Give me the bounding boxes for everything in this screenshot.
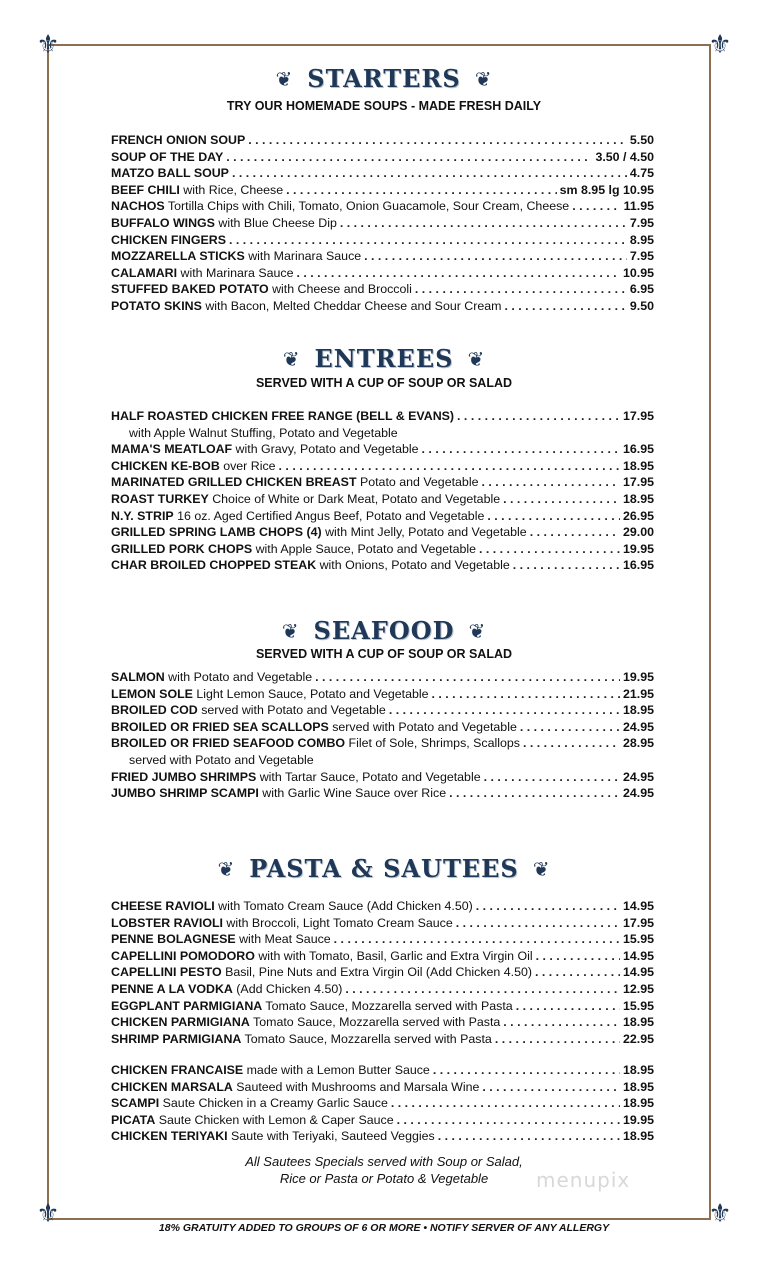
dot-leader [476, 898, 620, 915]
footer-note: 18% GRATUITY ADDED TO GROUPS OF 6 OR MORE • NOTIFY SERVER OF ANY ALLERGY [158, 1222, 610, 1234]
menu-item [111, 149, 654, 166]
menu-item [111, 669, 654, 686]
item-name: CALAMARI [111, 265, 178, 280]
item-price: 18.95 [622, 458, 654, 473]
item-description: with Potato and Vegetable [164, 670, 313, 684]
menu-item [111, 132, 654, 149]
dot-leader [389, 702, 620, 719]
menu-item [111, 524, 654, 541]
dot-leader [456, 915, 620, 932]
pasta-heading [0, 852, 768, 883]
item-name: CHEESE RAVIOLI [111, 899, 215, 913]
menu-item [111, 1095, 654, 1112]
dot-leader [422, 441, 620, 458]
menu-item [111, 948, 654, 965]
menu-item [111, 931, 654, 948]
menu-item [111, 735, 654, 752]
item-description: with Tomato Cream Sauce (Add Chicken 4.50) [214, 899, 473, 913]
item-description: Light Lemon Sauce, Potato and Vegetable [192, 686, 429, 701]
menu-item [111, 1112, 654, 1129]
swirl-icon: ❦ [281, 618, 300, 643]
item-description: with Marinara Sauce [244, 249, 362, 264]
menu-item [111, 474, 654, 491]
menu-item [111, 964, 654, 981]
pasta-list [111, 898, 654, 1047]
menu-item [111, 785, 654, 802]
item-description: with Bacon, Melted Cheddar Cheese and Sour Cream [201, 298, 502, 313]
item-description: with Cheese and Broccoli [268, 282, 412, 297]
dot-leader [432, 686, 620, 703]
item-name: CHICKEN TERIYAKI [111, 1129, 228, 1144]
item-description: with Blue Cheese Dip [214, 215, 337, 230]
menu-item [111, 508, 654, 525]
menu-item [111, 298, 654, 315]
item-name: FRIED JUMBO SHRIMPS [111, 769, 257, 784]
section-title: STARTERS [307, 64, 461, 93]
menu-item [111, 981, 654, 998]
fleur-de-lis-icon: ⚜ [36, 1199, 60, 1229]
item-price: 24.95 [622, 769, 654, 784]
seafood-list [111, 669, 654, 802]
item-description: Tortilla Chips with Chili, Tomato, Onion Guacamole, Sour Cream, Cheese [164, 199, 570, 214]
item-price: 15.95 [622, 998, 654, 1013]
item-price: 5.50 [629, 133, 654, 147]
starters-subtitle: TRY OUR HOMEMADE SOUPS - MADE FRESH DAILY [226, 99, 542, 113]
item-description: served with Potato and Vegetable [197, 703, 386, 718]
item-description: Tomato Sauce, Mozzarella served with Pasta [241, 1031, 492, 1046]
dot-leader [516, 998, 620, 1015]
item-name: PENNE A LA VODKA [111, 981, 233, 996]
item-description: with Tartar Sauce, Potato and Vegetable [256, 769, 481, 784]
menu-item [111, 541, 654, 558]
item-name: SHRIMP PARMIGIANA [111, 1031, 242, 1046]
item-description: Saute Chicken in a Creamy Garlic Sauce [159, 1096, 388, 1111]
section-title: ENTREES [314, 344, 454, 373]
item-price: 10.95 [622, 265, 654, 280]
sautees-note-line1: All Sautees Specials served with Soup or Salad, [245, 1154, 523, 1169]
menu-item [111, 686, 654, 703]
item-name: GRILLED PORK CHOPS [111, 541, 253, 556]
item-price: 11.95 [623, 199, 654, 214]
dot-leader [487, 508, 620, 525]
dot-leader [226, 149, 592, 166]
item-name: LOBSTER RAVIOLI [111, 915, 223, 930]
dot-leader [481, 474, 620, 491]
item-price: 7.95 [629, 215, 654, 230]
item-description: with Garlic Wine Sauce over Rice [258, 786, 447, 801]
dot-leader [457, 408, 620, 425]
dot-leader [523, 735, 620, 752]
menu-item [111, 265, 654, 282]
item-name: EGGPLANT PARMIGIANA [111, 998, 263, 1013]
item-price: 24.95 [622, 719, 654, 734]
item-price: 18.95 [622, 703, 654, 718]
item-description: with Rice, Cheese [179, 182, 284, 197]
menu-item [111, 408, 654, 425]
item-price: 14.95 [622, 948, 654, 963]
item-price: 29.00 [622, 525, 654, 540]
dot-leader [503, 491, 620, 508]
item-description: Filet of Sole, Shrimps, Scallops [345, 736, 520, 751]
item-name: PICATA [111, 1112, 156, 1127]
sautees-list [111, 1062, 654, 1145]
dot-leader [315, 669, 620, 686]
item-name: SOUP OF THE DAY [111, 149, 224, 164]
item-description-continued: with Apple Walnut Stuffing, Potato and Vegetable [129, 425, 398, 440]
dot-leader [286, 182, 556, 199]
item-description: with Marinara Sauce [177, 265, 294, 280]
swirl-icon: ❦ [468, 618, 487, 643]
menu-item [111, 769, 654, 786]
dot-leader [232, 165, 627, 182]
item-name: JUMBO SHRIMP SCAMPI [111, 786, 259, 801]
swirl-icon: ❦ [282, 346, 301, 371]
item-name: CHAR BROILED CHOPPED STEAK [111, 558, 317, 573]
dot-leader [391, 1095, 620, 1112]
swirl-icon: ❦ [467, 346, 486, 371]
item-description: with with Tomato, Basil, Garlic and Extra Virgin Oil [254, 948, 533, 963]
item-name: FRENCH ONION SOUP [111, 133, 246, 147]
item-price: 19.95 [622, 670, 654, 684]
dot-leader [484, 769, 620, 786]
dot-leader [433, 1062, 620, 1079]
item-name: CAPELLINI POMODORO [111, 948, 255, 963]
item-price: 12.95 [622, 981, 654, 996]
item-name: LEMON SOLE [111, 686, 193, 701]
item-name: BUFFALO WINGS [111, 215, 215, 230]
swirl-icon: ❦ [532, 856, 551, 881]
item-name: GRILLED SPRING LAMB CHOPS (4) [111, 525, 322, 540]
item-price: 18.95 [622, 1063, 654, 1077]
dot-leader [504, 298, 626, 315]
dot-leader [415, 281, 627, 298]
item-name: BEEF CHILI [111, 182, 180, 197]
swirl-icon: ❦ [275, 66, 294, 91]
dot-leader [536, 948, 620, 965]
item-name: BROILED COD [111, 703, 198, 718]
menu-item [111, 215, 654, 232]
item-price: 24.95 [622, 786, 654, 801]
item-price: 18.95 [622, 1129, 654, 1144]
starters-list [111, 132, 654, 315]
swirl-icon: ❦ [217, 856, 236, 881]
seafood-heading [0, 614, 768, 645]
item-price: 19.95 [622, 541, 654, 556]
menu-item [111, 557, 654, 574]
item-name: MATZO BALL SOUP [111, 166, 229, 181]
menu-item [111, 1062, 654, 1079]
item-price: 21.95 [622, 686, 654, 701]
dot-leader [248, 132, 627, 149]
item-price: 16.95 [622, 558, 654, 573]
item-description: Tomato Sauce, Mozzarella served with Pasta [262, 998, 513, 1013]
item-price: 3.50 / 4.50 [595, 149, 654, 164]
starters-heading [0, 62, 768, 93]
entrees-heading [0, 342, 768, 373]
item-description: with Broccoli, Light Tomato Cream Sauce [222, 915, 453, 930]
item-description: with Meat Sauce [235, 932, 331, 947]
item-name: CHICKEN FRANCAISE [111, 1063, 244, 1077]
swirl-icon: ❦ [474, 66, 493, 91]
menu-item [111, 702, 654, 719]
dot-leader [449, 785, 620, 802]
item-description: Saute with Teriyaki, Sauteed Veggies [227, 1129, 435, 1144]
dot-leader [535, 964, 620, 981]
dot-leader [397, 1112, 620, 1129]
item-price: 6.95 [629, 282, 654, 297]
dot-leader [503, 1014, 620, 1031]
entrees-subtitle: SERVED WITH A CUP OF SOUP OR SALAD [255, 376, 513, 390]
dot-leader [482, 1079, 620, 1096]
item-name: SALMON [111, 670, 165, 684]
item-description: over Rice [219, 458, 276, 473]
fleur-de-lis-icon: ⚜ [708, 1199, 732, 1229]
item-price: 19.95 [622, 1112, 654, 1127]
seafood-subtitle: SERVED WITH A CUP OF SOUP OR SALAD [255, 647, 513, 661]
menu-item [111, 491, 654, 508]
item-price: 7.95 [629, 249, 654, 264]
dot-leader [438, 1128, 620, 1145]
item-price: 15.95 [622, 932, 654, 947]
item-description: made with a Lemon Butter Sauce [243, 1063, 430, 1077]
dot-leader [229, 232, 627, 249]
item-price: 8.95 [629, 232, 654, 247]
item-name: ROAST TURKEY [111, 491, 209, 506]
sautees-note-line2: Rice or Pasta or Potato & Vegetable [279, 1171, 489, 1186]
item-price: 26.95 [622, 508, 654, 523]
item-price: 22.95 [622, 1031, 654, 1046]
menu-item [111, 998, 654, 1015]
item-description-continued: served with Potato and Vegetable [129, 752, 314, 767]
menu-item [111, 198, 654, 215]
entrees-list [111, 408, 654, 574]
item-price: 14.95 [622, 965, 654, 980]
item-price: 14.95 [622, 899, 654, 913]
item-name: CHICKEN KE-BOB [111, 458, 220, 473]
menu-item [111, 248, 654, 265]
item-name: CHICKEN MARSALA [111, 1079, 233, 1094]
dot-leader [334, 931, 620, 948]
item-price: 18.95 [622, 1015, 654, 1030]
dot-leader [364, 248, 627, 265]
item-name: MARINATED GRILLED CHICKEN BREAST [111, 475, 357, 490]
item-description: with Apple Sauce, Potato and Vegetable [252, 541, 477, 556]
dot-leader [520, 719, 620, 736]
dot-leader [572, 198, 620, 215]
section-title: SEAFOOD [313, 616, 455, 645]
item-price: 18.95 [622, 1079, 654, 1094]
menu-item [111, 719, 654, 736]
item-price: 9.50 [629, 298, 654, 313]
item-name: NACHOS [111, 199, 165, 214]
dot-leader [479, 541, 620, 558]
menu-item [111, 458, 654, 475]
item-name: MOZZARELLA STICKS [111, 249, 245, 264]
item-name: HALF ROASTED CHICKEN FREE RANGE (BELL & EVANS) [111, 409, 455, 423]
section-title: PASTA & SAUTEES [249, 854, 519, 883]
item-name: SCAMPI [111, 1096, 160, 1111]
item-name: BROILED OR FRIED SEA SCALLOPS [111, 719, 329, 734]
item-description: 16 oz. Aged Certified Angus Beef, Potato and Vegetable [173, 508, 485, 523]
dot-leader [340, 215, 627, 232]
menu-item [111, 165, 654, 182]
menu-item [111, 915, 654, 932]
dot-leader [513, 557, 620, 574]
item-name: STUFFED BAKED POTATO [111, 282, 269, 297]
item-price: 18.95 [622, 491, 654, 506]
menu-item [111, 1031, 654, 1048]
menu-item [111, 182, 654, 199]
item-description: Choice of White or Dark Meat, Potato and Vegetable [208, 491, 501, 506]
item-name: MAMA'S MEATLOAF [111, 442, 233, 457]
menu-item [111, 1079, 654, 1096]
item-description: Saute Chicken with Lemon & Caper Sauce [155, 1112, 394, 1127]
item-name: CHICKEN PARMIGIANA [111, 1015, 250, 1030]
menu-item [111, 1014, 654, 1031]
item-description: Sauteed with Mushrooms and Marsala Wine [232, 1079, 480, 1094]
dot-leader [279, 458, 620, 475]
item-price: sm 8.95 lg 10.95 [559, 182, 654, 197]
item-price: 16.95 [622, 442, 654, 457]
fleur-de-lis-icon: ⚜ [708, 30, 732, 60]
item-description: Potato and Vegetable [356, 475, 479, 490]
menu-item [111, 898, 654, 915]
item-description: with Onions, Potato and Vegetable [316, 558, 510, 573]
item-price: 4.75 [629, 166, 654, 181]
item-description: with Mint Jelly, Potato and Vegetable [321, 525, 527, 540]
dot-leader [296, 265, 620, 282]
item-description: with Gravy, Potato and Vegetable [232, 442, 419, 457]
item-price: 17.95 [622, 475, 654, 490]
item-description: served with Potato and Vegetable [328, 719, 517, 734]
item-description: Tomato Sauce, Mozzarella served with Pasta [249, 1015, 501, 1030]
item-name: CHICKEN FINGERS [111, 232, 226, 247]
dot-leader [530, 524, 620, 541]
item-price: 17.95 [622, 915, 654, 930]
item-price: 18.95 [622, 1096, 654, 1111]
item-name: PENNE BOLAGNESE [111, 932, 236, 947]
item-name: CAPELLINI PESTO [111, 965, 222, 980]
menu-item [111, 232, 654, 249]
dot-leader [345, 981, 620, 998]
item-price: 28.95 [622, 736, 654, 751]
item-name: BROILED OR FRIED SEAFOOD COMBO [111, 736, 346, 751]
menu-item [111, 281, 654, 298]
menu-item [111, 441, 654, 458]
watermark: menupix [536, 1168, 631, 1192]
item-name: POTATO SKINS [111, 298, 202, 313]
menu-item [111, 1128, 654, 1145]
item-price: 17.95 [622, 409, 654, 423]
item-description: Basil, Pine Nuts and Extra Virgin Oil (Add Chicken 4.50) [221, 965, 532, 980]
item-description: (Add Chicken 4.50) [232, 981, 343, 996]
item-name: N.Y. STRIP [111, 508, 174, 523]
dot-leader [495, 1031, 620, 1048]
fleur-de-lis-icon: ⚜ [36, 30, 60, 60]
